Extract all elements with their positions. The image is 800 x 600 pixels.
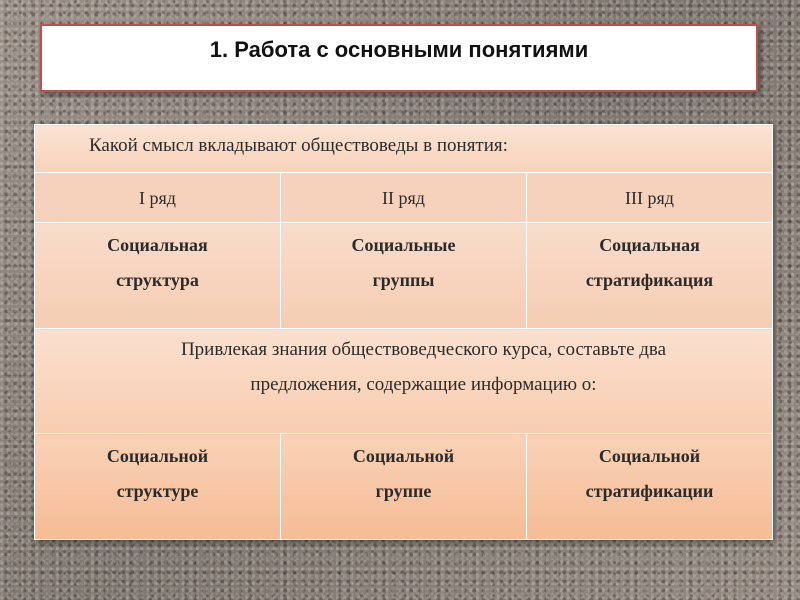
topic-cell-1 — [35, 434, 281, 540]
row-label-cell-1 — [35, 173, 281, 223]
concept-cell-1 — [35, 223, 281, 329]
concept-cell-2 — [281, 223, 527, 329]
question-cell — [35, 125, 773, 173]
row-label-cell-3 — [527, 173, 773, 223]
concept-1-line1: Социальная — [107, 235, 208, 255]
topic-2-line1: Социальной — [352, 446, 455, 466]
slide-title-box — [40, 24, 758, 92]
topics-row — [35, 434, 773, 540]
question-row — [35, 125, 773, 173]
task-cell — [35, 329, 773, 434]
slide-title: 1. Работа с основными понятиями — [209, 37, 589, 62]
concept-3 — [527, 223, 772, 298]
concept-2 — [281, 223, 526, 298]
concept-3-line2: стратификация — [585, 270, 714, 290]
topic-cell-3 — [527, 434, 773, 540]
topic-2-line2: группе — [375, 481, 432, 501]
topic-1-line1: Социальной — [106, 446, 209, 466]
topic-3 — [527, 434, 772, 509]
concept-2-line1: Социальные — [351, 235, 456, 255]
task-row — [35, 329, 773, 434]
concept-1 — [35, 223, 280, 298]
concept-1-line2: структура — [116, 270, 199, 290]
row-label-3: III ряд — [625, 188, 674, 208]
topic-1 — [35, 434, 280, 509]
concept-2-line2: группы — [372, 270, 435, 290]
topic-3-line2: стратификации — [585, 481, 714, 501]
task-line-2: предложения, содержащие информацию о: — [250, 374, 597, 395]
row-label-1: I ряд — [139, 188, 176, 208]
topic-2 — [281, 434, 526, 509]
row-labels-row — [35, 173, 773, 223]
concepts-row — [35, 223, 773, 329]
row-label-2: II ряд — [382, 188, 425, 208]
topic-3-line1: Социальной — [598, 446, 701, 466]
task-line-1: Привлекая знания обществоведческого курса, составьте два — [180, 339, 667, 360]
concepts-table — [34, 124, 772, 539]
topic-1-line2: структуре — [116, 481, 199, 501]
question-text: Какой смысл вкладывают обществоведы в понятия: — [89, 135, 508, 156]
concept-3-line1: Социальная — [599, 235, 700, 255]
concept-cell-3 — [527, 223, 773, 329]
row-label-cell-2 — [281, 173, 527, 223]
topic-cell-2 — [281, 434, 527, 540]
task-text — [35, 329, 772, 402]
